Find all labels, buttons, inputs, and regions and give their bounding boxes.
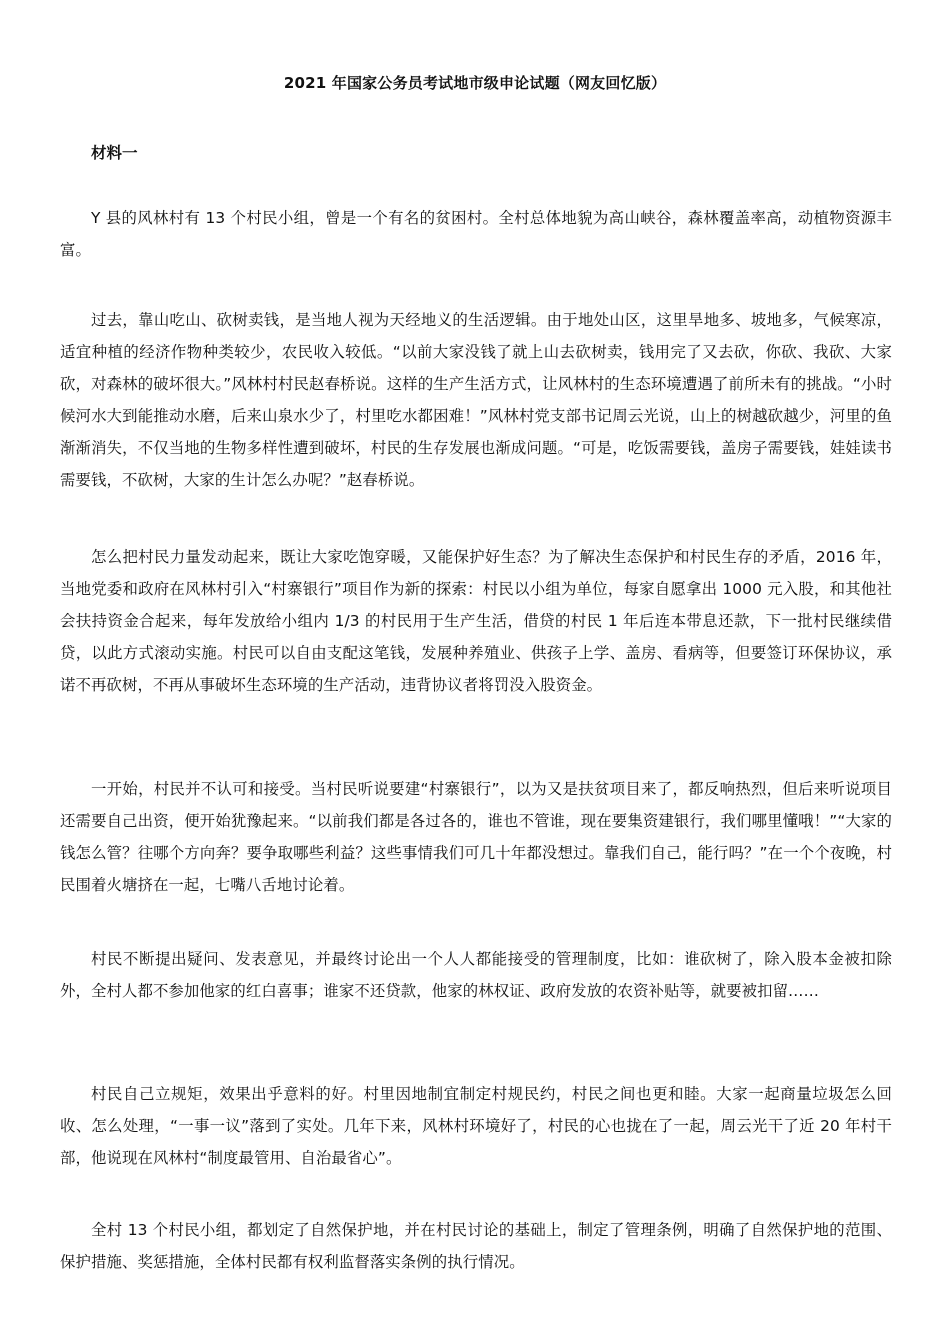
paragraph: 村民不断提出疑问、发表意见，并最终讨论出一个人人都能接受的管理制度，比如：谁砍树了，除入股本金被扣除外，全村人都不参加他家的红白喜事；谁家不还贷款，他家的林权证、政府发放的农资补贴等，就要被扣留……	[60, 950, 892, 1000]
paragraph: 一开始，村民并不认可和接受。当村民听说要建“村寨银行”，以为又是扶贫项目来了，都反响热烈，但后来听说项目还需要自己出资，便开始犹豫起来。“以前我们都是各过各的，谁也不管谁，现在要集资建银行，我们哪里懂哦！”“大家的钱怎么管？往哪个方向奔？要争取哪些利益？这些事情我们可几十年都没想过。靠我们自己，能行吗？”在一个个夜晚，村民围着火塘挤在一起，七嘴八舌地讨论着。	[60, 780, 892, 894]
section-heading: 材料一	[91, 144, 138, 162]
paragraph: Y 县的风林村有 13 个村民小组，曾是一个有名的贫困村。全村总体地貌为高山峡谷，森林覆盖率高，动植物资源丰富。	[60, 209, 892, 259]
paragraph: 怎么把村民力量发动起来，既让大家吃饱穿暖，又能保护好生态？为了解决生态保护和村民生存的矛盾，2016 年，当地党委和政府在风林村引入“村寨银行”项目作为新的探索：村民以小组为单位，每家自愿拿出 1000 元入股，和其他社会扶持资金合起来，每年发放给小组内 1/3 的村民用于生产生活，借贷的村民 1 年后连本带息还款，下一批村民继续借贷，以此方式滚动实施。村民可以自由支配这笔钱，发展种养殖业、供孩子上学、盖房、看病等，但要签订环保协议，承诺不再砍树，不再从事破坏生态环境的生产活动，违背协议者将罚没入股资金。	[60, 548, 892, 694]
paragraph: 村民自己立规矩，效果出乎意料的好。村里因地制宜制定村规民约，村民之间也更和睦。大家一起商量垃圾怎么回收、怎么处理，“一事一议”落到了实处。几年下来，风林村环境好了，村民的心也拢在了一起，周云光干了近 20 年村干部，他说现在风林村“制度最管用、自治最省心”。	[60, 1085, 892, 1167]
paragraph: 全村 13 个村民小组，都划定了自然保护地，并在村民讨论的基础上，制定了管理条例，明确了自然保护地的范围、保护措施、奖惩措施，全体村民都有权利监督落实条例的执行情况。	[60, 1221, 892, 1271]
document-title: 2021 年国家公务员考试地市级申论试题（网友回忆版）	[283, 74, 667, 92]
paragraph: 过去，靠山吃山、砍树卖钱，是当地人视为天经地义的生活逻辑。由于地处山区，这里旱地多、坡地多，气候寒凉，适宜种植的经济作物种类较少，农民收入较低。“以前大家没钱了就上山去砍树卖，钱用完了又去砍，你砍、我砍、大家砍，对森林的破坏很大。”风林村村民赵春桥说。这样的生产生活方式，让风林村的生态环境遭遇了前所未有的挑战。“小时候河水大到能推动水磨，后来山泉水少了，村里吃水都困难！”风林村党支部书记周云光说，山上的树越砍越少，河里的鱼渐渐消失，不仅当地的生物多样性遭到破坏，村民的生存发展也渐成问题。“可是，吃饭需要钱，盖房子需要钱，娃娃读书需要钱，不砍树，大家的生计怎么办呢？”赵春桥说。	[60, 311, 892, 489]
